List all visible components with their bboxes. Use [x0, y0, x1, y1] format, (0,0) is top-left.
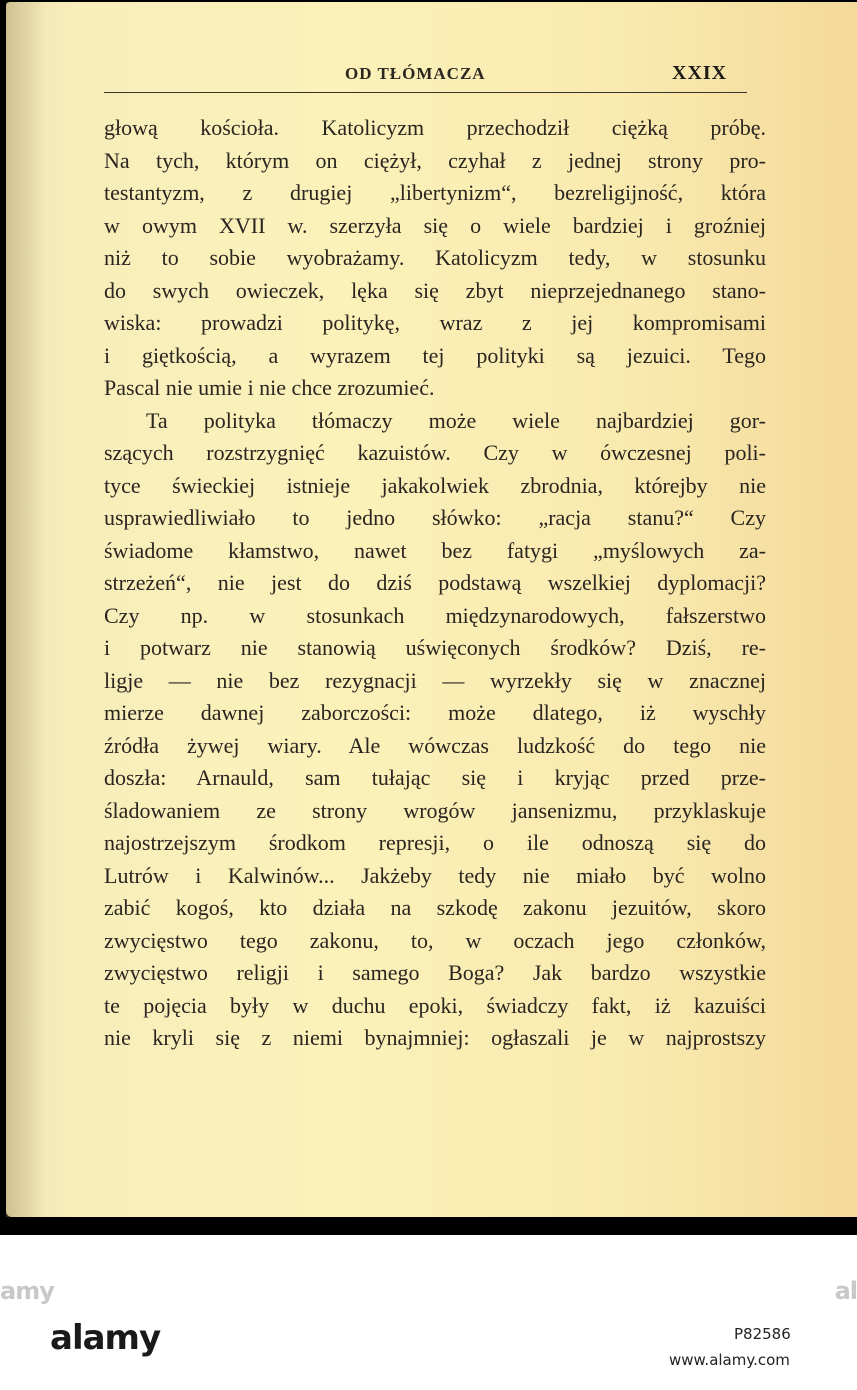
page-gutter-shadow [6, 2, 46, 1217]
watermark-fragment-left: amy [0, 1277, 54, 1305]
watermark-fragment-right: al [834, 1277, 857, 1305]
text-line: szących rozstrzygnięć kazuistów. Czy w ówczesnej poli- [104, 440, 766, 465]
text-line: w owym XVII w. szerzyła się o wiele bardziej i groźniej [104, 212, 766, 238]
body-text [104, 112, 766, 1055]
text-line: Pascal nie umie i nie chce zrozumieć. [104, 375, 435, 400]
text-line: niż to sobie wyobrażamy. Katolicyzm tedy, w stosunku [104, 245, 766, 270]
text-line: Lutrów i Kalwinów... Jakżeby tedy nie miało być wolno [104, 862, 766, 888]
text-line: nie kryli się z niemi bynajmniej: ogłaszali je w najprostszy [104, 1025, 766, 1050]
header-rule [104, 92, 747, 93]
image-id: P82586 [734, 1325, 791, 1343]
text-line: do swych owieczek, lęka się zbyt nieprzejednanego stano- [104, 277, 766, 303]
text-line: mierze dawnej zaborczości: może dlatego, iż wyschły [104, 700, 766, 725]
text-line: strzeżeń“, nie jest do dziś podstawą wszelkiej dyplomacji? [104, 570, 766, 595]
text-line: testantyzm, z drugiej „libertynizm“, bezreligijność, która [104, 180, 766, 205]
text-line: i potwarz nie stanowią uświęconych środków? Dziś, re- [104, 635, 766, 660]
text-line: doszła: Arnauld, sam tułając się i kryjąc przed prze- [104, 765, 766, 790]
page-number: XXIX [672, 62, 728, 84]
text-line: Na tych, którym on ciężył, czyhał z jednej strony pro- [104, 147, 766, 173]
text-line: Czy np. w stosunkach międzynarodowych, fałszerstwo [104, 602, 766, 628]
text-line: i giętkością, a wyrazem tej polityki są jezuici. Tego [104, 342, 766, 368]
brand-logo: alamy [50, 1318, 161, 1358]
text-line: wiska: prowadzi politykę, wraz z jej kompromisami [104, 310, 766, 335]
text-line: zabić kogoś, kto działa na szkodę zakonu jezuitów, skoro [104, 895, 766, 920]
site-url: www.alamy.com [669, 1351, 790, 1369]
text-line: tyce świeckiej istnieje jakakolwiek zbrodnia, którejby nie [104, 472, 766, 498]
running-head: OD TŁÓMACZA [345, 64, 486, 83]
text-line: te pojęcia były w duchu epoki, świadczy fakt, iż kazuiści [104, 992, 766, 1018]
text-line: zwycięstwo religji i samego Boga? Jak bardzo wszystkie [104, 960, 766, 985]
text-line: śladowaniem ze strony wrogów jansenizmu, przyklaskuje [104, 797, 766, 823]
text-line: najostrzejszym środkom represji, o ile odnoszą się do [104, 830, 766, 855]
text-line: ligje — nie bez rezygnacji — wyrzekły się w znacznej [104, 667, 766, 693]
text-line: głową kościoła. Katolicyzm przechodził ciężką próbę. [104, 115, 766, 140]
text-line: zwycięstwo tego zakonu, to, w oczach jego członków, [104, 927, 766, 953]
text-line: świadome kłamstwo, nawet bez fatygi „myślowych za- [104, 537, 766, 563]
text-line: Ta polityka tłómaczy może wiele najbardziej gor- [146, 407, 766, 433]
text-line: źródła żywej wiary. Ale wówczas ludzkość do tego nie [104, 732, 766, 758]
text-line: usprawiedliwiało to jedno słówko: „racja stanu?“ Czy [104, 505, 766, 530]
